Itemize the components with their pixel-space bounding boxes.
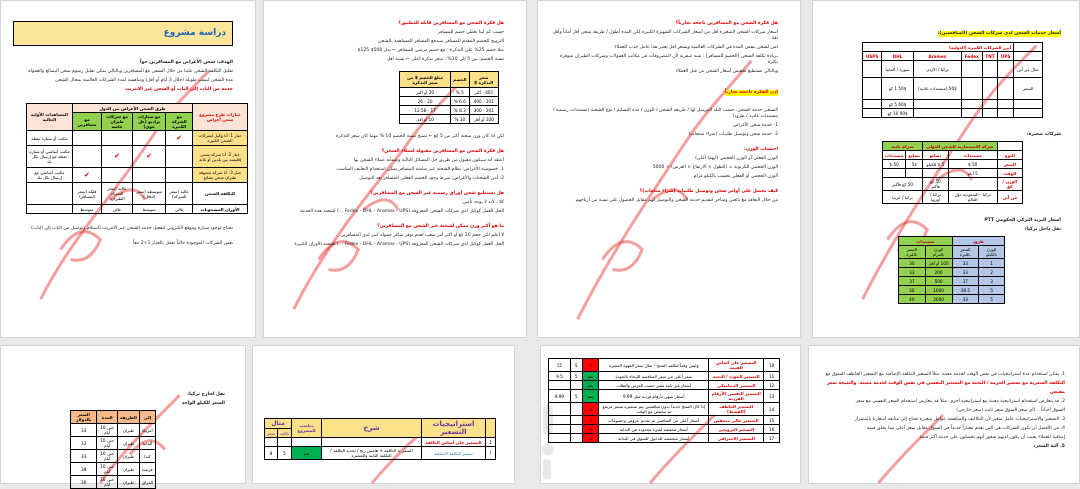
strategy-row [549, 390, 780, 403]
strategy-n: 14 [764, 403, 780, 416]
page-title: دراسة مشروع [13, 21, 233, 46]
strategy-n: 12 [764, 381, 780, 390]
strategy-n: 10 [764, 359, 780, 372]
question: هل تستطيع شحن أوراق رسمية عبر الشحن مع المسافرين؟ [370, 191, 504, 196]
strategy-exp: أسعار مخفضة لفترة محدودة في البداية [599, 425, 709, 434]
text-line: 1. خصوصية الأغراض: نظام الشحنة عبر شاشة المسافر يمكن استخدام التغليف المناسب [336, 167, 504, 172]
strategy-c [570, 425, 582, 434]
question: هل فكرة الشحن مع المسافرين قابلة للتطبيق؟ [398, 21, 504, 26]
strategy-p [549, 425, 571, 434]
text-line: نسبة الخصم: بين 5 إلى 10% : سعر تذكرة أعلى ← نسبة أقل [386, 57, 504, 62]
strategy-exp: أسعار أعلى من المنافس ثم تقديم عروض وخصومات [599, 416, 709, 425]
text-line: لا أعلم لكن حجم 20 كغ أو أكثر أمر صعب لعدم توفر شاغر حمولة كبير لدى المسافرين [340, 233, 504, 238]
subtitle: نقل داخل تركيا: [1024, 227, 1061, 232]
strategy-row [549, 434, 780, 443]
footer-line: بعض الشركات الموجودة حالياً تعمل بالخيار 1+2 معاً [133, 241, 233, 246]
section-title: أسعار خدمات الشحن لدى شركات الشحن (المنافسين): [937, 31, 1061, 36]
text-line: الحل العمل كوكيل لدى شركات الشحن المعروفة (Fedex - DHL - Aramex - UPS ...) لشحنة هذه الخدمة [300, 209, 504, 214]
strategy-exp: وليس وفقاً لتكلفة المنتج - مثال سعر القهوة المميزة [599, 359, 709, 372]
note-line: 2. قد يتعارض استخدام استراتيجية معينة مع استراتيجية أخرى. مثلاً قد يتعارض استخدام السعر النفسي مع سعر [855, 399, 1065, 404]
strategy-exp: أسعار غير ثابتة تتغير حسب العرض والطلب [599, 381, 709, 390]
text-line: الوزن الحجمي للكرتونة = (الطول × الارتفاع × العرض) ÷ 5000 [652, 165, 778, 170]
strategy-row [549, 381, 780, 390]
note-line: مقنعي [1049, 390, 1065, 395]
strategy-fit: نعم [582, 372, 599, 381]
strategy-n: 13 [764, 390, 780, 403]
document-page-3 [537, 0, 801, 338]
strategy-p [549, 381, 571, 390]
bullet-line: خدمة من الباب إلى الباب أو الشحن عبر الانترنت [124, 87, 233, 92]
text-line: لكن اذا كان وزن شحنة أكثر من 5 كغ ← تصبح نسبة الخصم 10 % مهما كان سعر التذكرة [335, 134, 504, 139]
strategy-c: 5 [570, 372, 582, 381]
text-line: كلا ، لأنه لا يوجد تأمين [462, 200, 504, 205]
strategy-name: التسعير الاختراقي [709, 434, 764, 443]
strategy-c [570, 416, 582, 425]
strategy-exp: أسعار تنتهي بأرقام فردية مثل 9.99 [599, 390, 709, 403]
strategy-c: 5 [570, 390, 582, 403]
strategy-c [570, 403, 582, 416]
text-line: 2- خدمة شحن وتوصيل طلبيات (شراء منتجات) [688, 132, 778, 137]
text-line: مثلا خصم 25% على التذكرة : مع خصم مرضي للمسافر ← يدل 500$ 125$ [357, 48, 504, 53]
question: هل فكرة الشحن مع المسافرين مقبولة لعملاء الشحن؟ [381, 149, 504, 154]
section-title: شركات صغيرة: [1026, 132, 1061, 137]
strategy-name: التسعير الجودة / النخبة [709, 372, 764, 381]
strategy-n: 15 [764, 416, 780, 425]
text-line: الوزن الفعلي أو الوزن الحجمي (أيهما أعلى) [695, 156, 778, 161]
text-line: الحل العمل كوكيل لدى شركات الشحن المعروفة (Fedex - DHL - Aramex - UPS ...) لشحنة الأوزان الكبيرة [294, 242, 504, 247]
text-line: من خلال التعاقد مع بائعين ومتاجر لتقديم خدمة الشحن والتوصيل لهم مقابل الحصول على نسبة من أرباحهم [575, 198, 778, 203]
strategy-row [549, 359, 780, 372]
strategy-exp: إذا كان المنتج جديداً بدون منافسين يتم تسعيره بسعر مرتفع ثم ينخفض مع الوقت [599, 403, 709, 416]
strategy-exp: أسعار منخفضة للدخول للسوق في البداية [599, 434, 709, 443]
pricing-strategies-table: استراتيجيات التسعير شرح مناسب للمشروع مثال تكلفة سعر 1 التسعير على أساس التكلفة أ تسعير التكلفة الإضافية السعر = التكلفة + هامش ربح / تحديد التكلفة / التكلفة الثابتة والمتغيرة نعم 5 8 [264, 418, 496, 460]
strategy-p [549, 434, 571, 443]
strategy-name: التسعير على أساس القيمة [709, 359, 764, 372]
strategy-p: 9.5 [549, 372, 571, 381]
bullet-line: تقليل التكلفة الشحن علينا من خلال الشحن مع المسافرين وبالتالي يمكن تقليل رسوم شحن البضائع والعمولة [28, 69, 233, 74]
text-line: لمن لشحن بنفس المدة في الشركات العالمية ويسعر أقل يعتبر هذا عامل جذب للعملاء [614, 45, 778, 50]
strategy-name: التسعير الترويجي [709, 425, 764, 434]
strategy-n: 16 [764, 425, 780, 434]
strategy-fit: نعم [582, 381, 599, 390]
text-line: الترويج للخصم المقدم للمسافر سيدفع المسافر للمساهمة بالشحن [377, 39, 504, 44]
strategy-fit: لا [582, 416, 599, 425]
strategy-row [549, 416, 780, 425]
note-line: 1. يمكن استخدام عدة استراتيجيات في نفس الوقت لخدمة معينة. مثلاً التسعير للتكلفة الإضافية مع التسعير الخاطف للسوق مع [825, 372, 1065, 377]
strategy-fit: نعم [582, 390, 599, 403]
heading: احتساب الوزن: [744, 147, 778, 152]
note-line: 5. آلية السعر: [1033, 444, 1065, 449]
footer-line: نحتاج لوجود سيارة وموقع الكتروني لتفعيل خدمة الشحن عبر الانترنت (استلام وتوصيل من الباب إلى الباب) [31, 226, 233, 231]
strategy-c [570, 381, 582, 390]
strategy-fit: لا [582, 425, 599, 434]
strategy-c [570, 434, 582, 443]
document-page-7 [540, 345, 801, 484]
strategy-name: التسعير الديناميكي [709, 381, 764, 390]
text-line: وبالتالي نستطيع تخفيض أسعار الشحن من قبل العملاء [675, 69, 778, 74]
ptt-table: طرود مستندات الوزن بالكيلو السعر بالليرة الوزن بالغرام السعر بالليرة 1 33 100 أو أقل 30 2 33 200 33 3 37 500 37 5 38.5 1000 38 5 33 2000 40 [898, 236, 1005, 304]
international-prices-table: إلى الطريقة المدة السعر بالدولار أمريكا طيران حتى 10 أيام 33 ألمانيا طيران حتى 10 أيام 33 كندا طيران حتى 10 أيام 33 فرنسا طيران حتى 10 أيام 38 العراق طيران حتى 10 أيام 30 [70, 410, 156, 489]
strategy-fit: لا [582, 403, 599, 416]
bullet-line: مدة الشحن ليست طويلة (خلال 3 أيام أو أقل) ومنافسة لمدة الشركات العالمية بمجال الشحن [55, 78, 233, 83]
big-companies-table: أبرز الشركات الكبيرة (الدولية) UPS TNT Fedex Aramex DHL USPS مثال من أين تركيا / الأردن سوريا / ألمانيا السعر 50$ (مستندات عادية) 50$ 1 كغ 60$ 5 كغ 90$ 10 كغ [862, 42, 1043, 118]
question: ما هو أكبر وزن ممكن لشحنة عبر الشحن مع المسافرين؟ [377, 224, 504, 229]
note-line: إضافية للعملاء بحيث أن يكون لديهم شعور أنهم يحصلون على خدمة أكثر قيمة [919, 435, 1065, 440]
section-title: نقل لخارج تركيا: [187, 392, 225, 397]
text-line: 2. أمن الشحنات والأغراض: شرط وجود الخصم الفعلي للمسافر بعد التوصيل [359, 176, 504, 181]
text-line: أعتقد أنه سيكون مقبول من طريق حل المسائل التالية وضمانة عملاء الشحن بها [353, 158, 504, 163]
discount-table: سعر التذكرة $ الخصم مبلغ الخصم $ من سعر التذكرة 401 - أكثر 5 % 20 أو أكثر 301 - 400 6.6 % 20 - 26 201 - 300 8.3 % 17 - 12.58 100 أو أقل 10 % 10 أو أقل [399, 71, 499, 124]
subtitle: السعر للكيلو الواحد [181, 401, 225, 406]
text-line: بزيادة تكلفة الشحن (الخصم للمسافر) : شبه صفرية لأن المصروفات في مكاتب العمولات وشركات الطيران متوفرة بكثرة [560, 54, 778, 65]
section-title: أسعار البريد التركي الحكومي PTT [984, 218, 1061, 223]
text-line: التسعير خدمة الشحن: حسب البلد المرسل لها / طريقة الشحن / الوزن / مدة التسليم / نوع الشحنة (مستندات رسمية / مستندات عادية / طرود) [553, 108, 778, 119]
strategy-row [549, 403, 780, 416]
note-line: السوق أحياناً .. (أي سعر السوق سعر ثابت (سعر خارجي) [956, 408, 1065, 413]
strategy-name: التسعير الخاطف (القشط) [709, 403, 764, 416]
goal-line: الهدف: شحن الأغراض مع المسافرين جواً [139, 60, 233, 65]
document-page-4 [812, 0, 1080, 338]
note-line: 3. التسعير والاستراتيجيات عامل متغير لأن التكاليف والمنافسة عوامل متغيرة تحتاج إلى متابعة أسعارنا باستمرار [854, 417, 1065, 422]
text-line: حسب كم لينا نعطي خصم للمسافر [437, 30, 504, 35]
strategy-p [549, 416, 571, 425]
text-line: 1- خدمة شحن الأغراض [732, 123, 778, 128]
strategy-fit: لا [582, 359, 599, 372]
strategy-row [549, 425, 780, 434]
pricing-strategies-table-continued [548, 358, 780, 443]
question: هل فكرة الشحن مع المسافرين ناجحة تجارياً؟ [675, 21, 778, 26]
strategy-exp: سعر أعلى من سعر المنافسة للإيحاء بالجودة [599, 372, 709, 381]
document-page-8 [808, 345, 1080, 484]
strategy-fit: لا [582, 434, 599, 443]
options-table: خيارات طرح مشروع شحن أغراض طرق الشحن الأغراض بين الدول المشاهدات الأولية الحالية مع الشركة الكبيرة مع سيارات براديو (عل جوي) مع شركات طيران خاصة مع مسافرين خيار 1: أنا وكيل لشركات الشحن الكبيرة ✔ مكتب أو سيارة نقطة خيار 2: أنا شركة شحن إقليمية بين بلدين أو ثلاثة ✔ ✔ مكتب أساسي أو سيارة نقطة مع إرسال بكل بلد خيار 3: أنا شركة مسوقة طيران شحن بضائع ✔ مكتب أساسي مع إرسال بكل بلد التكلفة الشحن عالية (سعر الشركة) متوسطة (سعر الناقل) عالية (سعر الشركة الطيران) قليلة (سعر المسافر) الأوزان المشحونات عالي متوسط عالي متوسط [26, 103, 248, 214]
text-line: أسعار شركات الشحن الصغيرة أقل من أسعار الشركات الشهيرة الكبيرة لكن المدة أطول / طريقة شحن أقل أماناً وأقل ثقة [552, 30, 778, 41]
strategy-p: 9.99 [549, 390, 571, 403]
document-page-5 [0, 345, 246, 487]
conclusion: إذن الفكرة ناجحة تجارياً [724, 90, 778, 95]
small-companies-table: شركة الاستثمارية للشحن الدولي شركة ثانية النوع مستندات بضائع بضائع مستندات السعر 50 $ 5 $ للكيلو 5$ 50 $ الوقت 5 أيام الوزن / كغ 50 كغ فأكثر 50 كغ فأكثر من أين تركيا - السعودية دول العالم تركيا / أوروبا تركيا / عربيا [882, 141, 1023, 204]
strategy-p: 15 [549, 359, 571, 372]
document-page-6 [252, 345, 515, 484]
strategy-n: 17 [764, 434, 780, 443]
note-line: التكلفة السعرية مع تسعير الحزمة / النخبة مع التسعير النفسي في نفس الوقت لخدمة معينة. والنتيجة سعر [826, 381, 1065, 386]
strategy-name: التسعير عالي منخفض [709, 416, 764, 425]
text-line: الوزن الحجمي أو الفعلي يحسب بالكيلو غرام [693, 174, 778, 179]
strategy-row [549, 372, 780, 381]
strategy-c: 5 [570, 359, 582, 372]
document-page-2 [263, 0, 527, 338]
document-page-1 [0, 0, 256, 338]
strategy-p [549, 403, 571, 416]
strategy-name: التسعير النفسي الأرقام الفردية [709, 390, 764, 403]
note-line: 4. من الأفضل أن تكون الشركات هي التي تقدم معياراً جديداً في السوق مقابل سعر أعلى مما يخلق قيمة [866, 426, 1065, 431]
strategy-n: 11 [764, 372, 780, 381]
question: كيف نحصل على أوامر شحن وتوصيل طلبيات (شراء منتجات)؟ [639, 189, 778, 194]
